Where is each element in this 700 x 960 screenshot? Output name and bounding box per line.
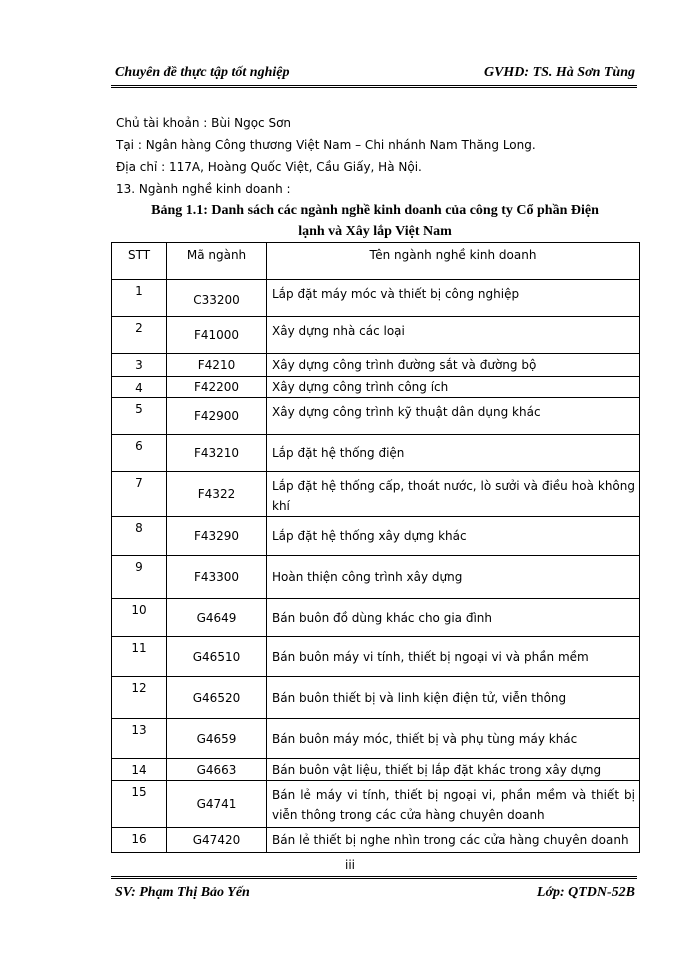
row-name: Xây dựng công trình công ích	[267, 377, 640, 398]
company-address: Địa chỉ : 117A, Hoàng Quốc Việt, Cầu Giấy, Hà Nội.	[116, 160, 422, 174]
row-stt: 9	[112, 556, 167, 599]
account-bank: Tại : Ngân hàng Công thương Việt Nam – Chi nhánh Nam Thăng Long.	[116, 138, 536, 152]
table-row	[112, 398, 640, 435]
page-footer	[111, 876, 637, 903]
header-name: Tên ngành nghề kinh doanh	[267, 243, 640, 280]
row-stt: 7	[112, 472, 167, 517]
row-code: F4210	[167, 354, 267, 377]
row-code: F42200	[167, 377, 267, 398]
row-code: G4663	[167, 759, 267, 781]
row-code: C33200	[167, 280, 267, 317]
row-code: G4659	[167, 719, 267, 759]
footer-student: SV: Phạm Thị Bảo Yến	[115, 885, 250, 900]
table-row	[112, 517, 640, 556]
table-row	[112, 759, 640, 781]
row-name: Bán lẻ máy vi tính, thiết bị ngoại vi, phần mềm và thiết bị viễn thông trong các cửa hàng chuyên doanh	[267, 781, 640, 828]
table-row	[112, 828, 640, 853]
page-header	[111, 61, 637, 88]
header-code: Mã ngành	[167, 243, 267, 280]
row-code: F43290	[167, 517, 267, 556]
row-name: Bán buôn vật liệu, thiết bị lắp đặt khác trong xây dựng	[267, 759, 640, 781]
row-name: Lắp đặt hệ thống điện	[267, 435, 640, 472]
row-name: Xây dựng công trình kỹ thuật dân dụng khác	[267, 398, 640, 435]
row-stt: 5	[112, 398, 167, 435]
table-header-row	[112, 243, 640, 280]
row-stt: 2	[112, 317, 167, 354]
row-name: Hoàn thiện công trình xây dựng	[267, 556, 640, 599]
row-stt: 3	[112, 354, 167, 377]
row-code: G46520	[167, 677, 267, 719]
row-name: Lắp đặt máy móc và thiết bị công nghiệp	[267, 280, 640, 317]
table-row	[112, 435, 640, 472]
row-code: F4322	[167, 472, 267, 517]
row-name: Bán buôn đồ dùng khác cho gia đình	[267, 599, 640, 637]
row-stt: 1	[112, 280, 167, 317]
row-stt: 11	[112, 637, 167, 677]
row-code: F43300	[167, 556, 267, 599]
row-stt: 4	[112, 377, 167, 398]
row-stt: 8	[112, 517, 167, 556]
business-lines-table	[111, 242, 640, 853]
table-row	[112, 377, 640, 398]
footer-class: Lớp: QTDN-52B	[536, 885, 635, 900]
row-name: Bán lẻ thiết bị nghe nhìn trong các cửa hàng chuyên doanh	[267, 828, 640, 853]
row-code: G46510	[167, 637, 267, 677]
row-stt: 16	[112, 828, 167, 853]
table-row	[112, 472, 640, 517]
row-code: F43210	[167, 435, 267, 472]
row-name: Bán buôn máy vi tính, thiết bị ngoại vi và phần mềm	[267, 637, 640, 677]
header-supervisor: GVHD: TS. Hà Sơn Tùng	[483, 65, 635, 80]
row-name: Lắp đặt hệ thống cấp, thoát nước, lò sưởi và điều hoà không khí	[267, 472, 640, 517]
table-row	[112, 354, 640, 377]
table-row	[112, 556, 640, 599]
table-caption-line1: Bảng 1.1: Danh sách các ngành nghề kinh doanh của công ty Cổ phần Điện	[151, 203, 599, 218]
table-row	[112, 719, 640, 759]
row-code: G4741	[167, 781, 267, 828]
row-name: Xây dựng công trình đường sắt và đường bộ	[267, 354, 640, 377]
page-number: iii	[344, 858, 355, 872]
table-caption-line2: lạnh và Xây lắp Việt Nam	[298, 224, 452, 239]
row-name: Lắp đặt hệ thống xây dựng khác	[267, 517, 640, 556]
row-stt: 12	[112, 677, 167, 719]
row-name: Xây dựng nhà các loại	[267, 317, 640, 354]
row-name: Bán buôn máy móc, thiết bị và phụ tùng máy khác	[267, 719, 640, 759]
table-row	[112, 317, 640, 354]
row-code: F42900	[167, 398, 267, 435]
row-stt: 14	[112, 759, 167, 781]
row-code: F41000	[167, 317, 267, 354]
row-code: G47420	[167, 828, 267, 853]
header-stt: STT	[112, 243, 167, 280]
row-stt: 10	[112, 599, 167, 637]
row-stt: 6	[112, 435, 167, 472]
section-heading: 13. Ngành nghề kinh doanh :	[116, 182, 291, 196]
row-stt: 13	[112, 719, 167, 759]
table-row	[112, 280, 640, 317]
table-row	[112, 637, 640, 677]
row-stt: 15	[112, 781, 167, 828]
row-code: G4649	[167, 599, 267, 637]
table-row	[112, 781, 640, 828]
account-holder: Chủ tài khoản : Bùi Ngọc Sơn	[116, 116, 292, 130]
row-name: Bán buôn thiết bị và linh kiện điện tử, viễn thông	[267, 677, 640, 719]
header-thesis-title: Chuyên đề thực tập tốt nghiệp	[115, 65, 290, 80]
table-row	[112, 677, 640, 719]
table-row	[112, 599, 640, 637]
